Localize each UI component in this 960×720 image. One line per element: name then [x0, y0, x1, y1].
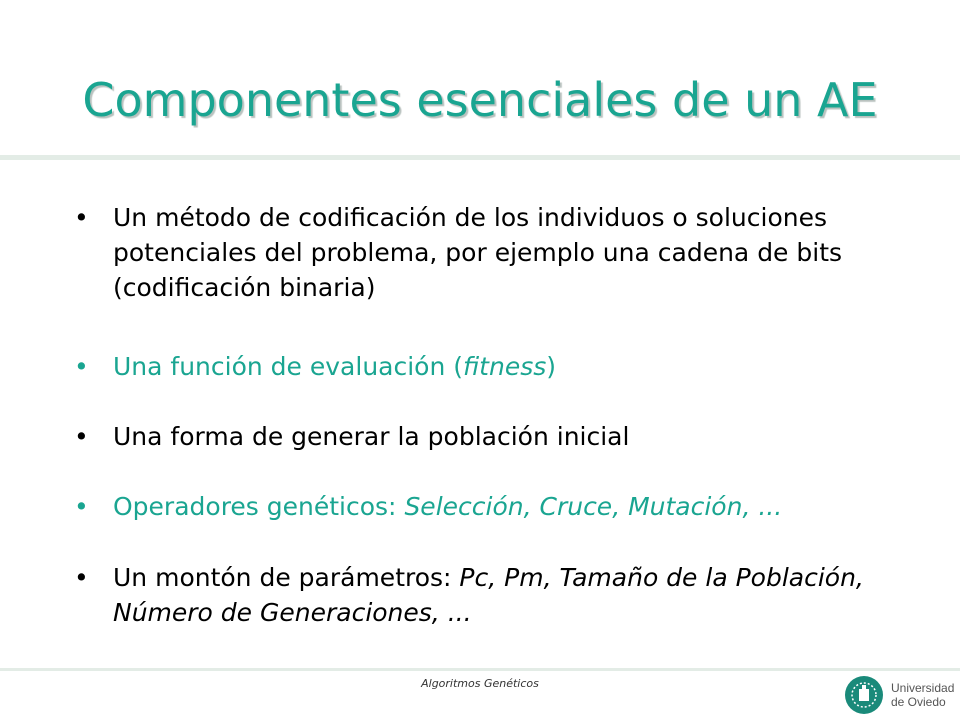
university-logo: [843, 672, 955, 716]
bullet-text-italic: Pc, Pm, Tamaño de la Población, Número de Generaciones, ...: [113, 563, 864, 627]
bullet-dot: •: [74, 492, 89, 521]
university-name-line1: Universidad: [891, 681, 955, 695]
bullet-text: Una forma de generar la población inicial: [113, 422, 630, 451]
bullet-item-initial-population: [74, 419, 873, 454]
university-name-line2: de Oviedo: [891, 695, 946, 709]
bullet-dot: •: [74, 422, 89, 451]
footer-text: Algoritmos Genéticos: [421, 677, 539, 690]
bullet-item-parameters: [74, 560, 873, 630]
bullet-item-encoding: [74, 200, 873, 305]
slide-title: Componentes esenciales de un AE: [82, 73, 878, 127]
bullet-text: Un método de codificación de los individuos o soluciones potenciales del problema, por ejemplo una cadena de bits (codificación binaria): [113, 203, 843, 302]
bullet-text-italic: Selección, Cruce, Mutación, ...: [404, 492, 783, 521]
bullet-text: Una función de evaluación (: [113, 352, 464, 381]
bullet-text: Un montón de parámetros:: [113, 563, 460, 592]
university-crest-icon: [845, 676, 883, 714]
bullet-item-operators: [74, 489, 873, 524]
bullet-text-post: ): [546, 352, 557, 381]
crest-svg: [845, 676, 883, 714]
bullet-item-fitness: [74, 349, 873, 384]
university-name: [891, 681, 954, 709]
bullet-dot: •: [74, 203, 89, 232]
bullet-text-italic: fitness: [463, 352, 547, 381]
bullet-dot: •: [74, 563, 89, 592]
bullet-text: Operadores genéticos:: [113, 492, 405, 521]
bullet-dot: •: [74, 352, 89, 381]
footer-divider: [0, 668, 960, 671]
